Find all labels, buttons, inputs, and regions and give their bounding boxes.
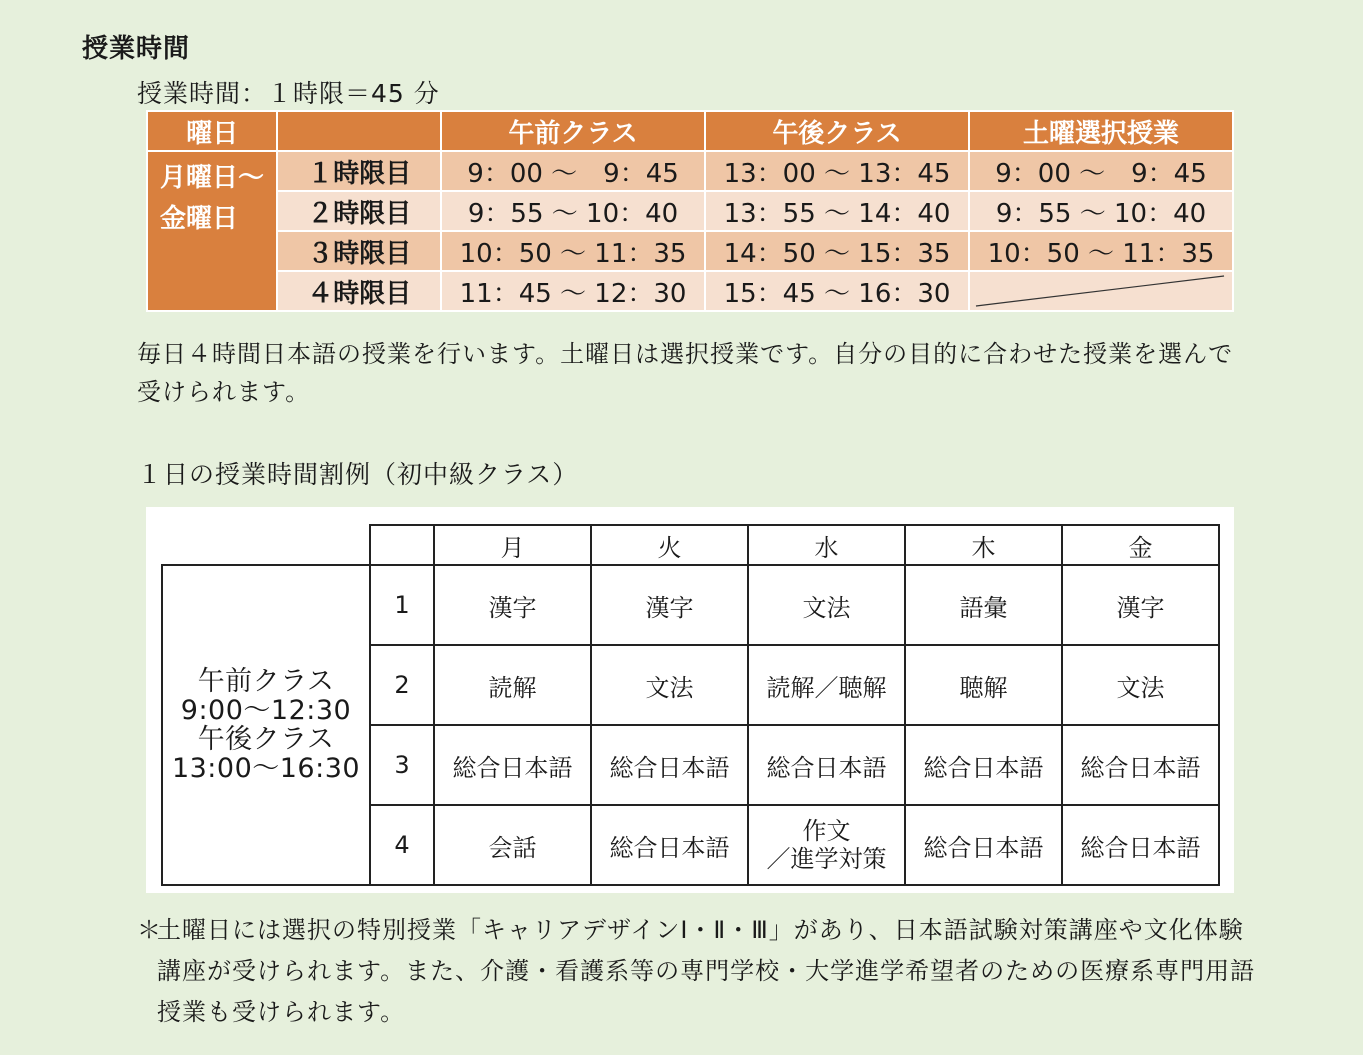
- corner-blank: [162, 525, 370, 565]
- subject-cell-two-line: [748, 805, 905, 885]
- weekday-wed: 水: [748, 525, 905, 565]
- morning-class-label: 午前クラス: [197, 666, 335, 697]
- schedule-description: 毎日４時間日本語の授業を行います。土曜日は選択授業です。自分の目的に合わせた授業を選んで受けられます。: [137, 340, 1234, 406]
- subject-line1: 作文: [802, 817, 851, 845]
- morning-time: 9：00 ～ 9：45: [441, 151, 705, 191]
- morning-time: 10：50 ～ 11：35: [441, 231, 705, 271]
- period-number: 1: [370, 565, 434, 645]
- subject-cell: 会話: [434, 805, 591, 885]
- example-timetable-title: １日の授業時間割例（初中級クラス）: [137, 460, 579, 489]
- subject-cell: 総合日本語: [905, 805, 1062, 885]
- timetable-panel: [146, 507, 1234, 893]
- saturday-empty-cell: [969, 271, 1233, 311]
- morning-time: 11：45 ～ 12：30: [441, 271, 705, 311]
- class-times-cell: [162, 565, 370, 885]
- schedule-header-row: [147, 111, 1233, 151]
- schedule-row: [147, 191, 1233, 231]
- subject-cell: 総合日本語: [748, 725, 905, 805]
- header-period-blank: [277, 111, 441, 151]
- afternoon-time: 15：45 ～ 16：30: [705, 271, 969, 311]
- subject-cell: 総合日本語: [434, 725, 591, 805]
- header-saturday: 土曜選択授業: [969, 111, 1233, 151]
- class-duration-text: 授業時間：１時限＝45 分: [137, 79, 440, 108]
- subject-cell: 読解: [434, 645, 591, 725]
- page-title: 授業時間: [82, 34, 191, 64]
- header-day: 曜日: [147, 111, 277, 151]
- afternoon-time: 13：55 ～ 14：40: [705, 191, 969, 231]
- diagonal-slash-line: [970, 272, 1232, 310]
- subject-cell: 総合日本語: [591, 725, 748, 805]
- period-header-blank: [370, 525, 434, 565]
- header-morning: 午前クラス: [441, 111, 705, 151]
- subject-cell: 漢字: [434, 565, 591, 645]
- afternoon-time: 14：50 ～ 15：35: [705, 231, 969, 271]
- day-range-cell: [147, 151, 277, 311]
- period-label: ３時限目: [277, 231, 441, 271]
- note-asterisk: ＊: [137, 916, 162, 944]
- period-number: 4: [370, 805, 434, 885]
- saturday-time: 9：00 ～ 9：45: [969, 151, 1233, 191]
- schedule-row: [147, 151, 1233, 191]
- header-afternoon: 午後クラス: [705, 111, 969, 151]
- subject-cell: 文法: [1062, 645, 1219, 725]
- schedule-row: [147, 271, 1233, 311]
- period-label: ４時限目: [277, 271, 441, 311]
- subject-cell: 総合日本語: [591, 805, 748, 885]
- day-range-line1: 月曜日～: [160, 163, 265, 193]
- subject-cell: 語彙: [905, 565, 1062, 645]
- period-number: 2: [370, 645, 434, 725]
- morning-class-time: 9:00～12:30: [180, 695, 352, 726]
- period-label: ２時限目: [277, 191, 441, 231]
- period-number: 3: [370, 725, 434, 805]
- afternoon-time: 13：00 ～ 13：45: [705, 151, 969, 191]
- saturday-time: 9：55 ～ 10：40: [969, 191, 1233, 231]
- day-range-line2: 金曜日: [160, 204, 239, 234]
- subject-cell: 聴解: [905, 645, 1062, 725]
- note-text: 土曜日には選択の特別授業「キャリアデザインⅠ・Ⅱ・Ⅲ」があり、日本語試験対策講座や文化体験講座が受けられます。また、介護・看護系等の専門学校・大学進学希望者のための医療系専門用語授業も受けられます。: [157, 916, 1256, 1026]
- subject-cell: 総合日本語: [905, 725, 1062, 805]
- subject-line2: ／進学対策: [766, 845, 887, 873]
- timetable-row: [162, 565, 1219, 645]
- weekday-header-row: [162, 525, 1219, 565]
- afternoon-class-label: 午後クラス: [197, 724, 335, 755]
- subject-cell: 漢字: [1062, 565, 1219, 645]
- weekday-tue: 火: [591, 525, 748, 565]
- afternoon-class-time: 13:00～16:30: [171, 753, 361, 784]
- morning-time: 9：55 ～ 10：40: [441, 191, 705, 231]
- weekday-fri: 金: [1062, 525, 1219, 565]
- subject-cell: 文法: [748, 565, 905, 645]
- weekday-thu: 木: [905, 525, 1062, 565]
- weekly-timetable: [161, 524, 1220, 886]
- subject-cell: 文法: [591, 645, 748, 725]
- saturday-note: [137, 910, 1257, 1033]
- subject-cell: 漢字: [591, 565, 748, 645]
- schedule-row: [147, 231, 1233, 271]
- weekday-mon: 月: [434, 525, 591, 565]
- subject-cell: 総合日本語: [1062, 805, 1219, 885]
- subject-cell: 総合日本語: [1062, 725, 1219, 805]
- period-label: １時限目: [277, 151, 441, 191]
- schedule-table: [146, 110, 1234, 312]
- subject-cell: 読解／聴解: [748, 645, 905, 725]
- saturday-time: 10：50 ～ 11：35: [969, 231, 1233, 271]
